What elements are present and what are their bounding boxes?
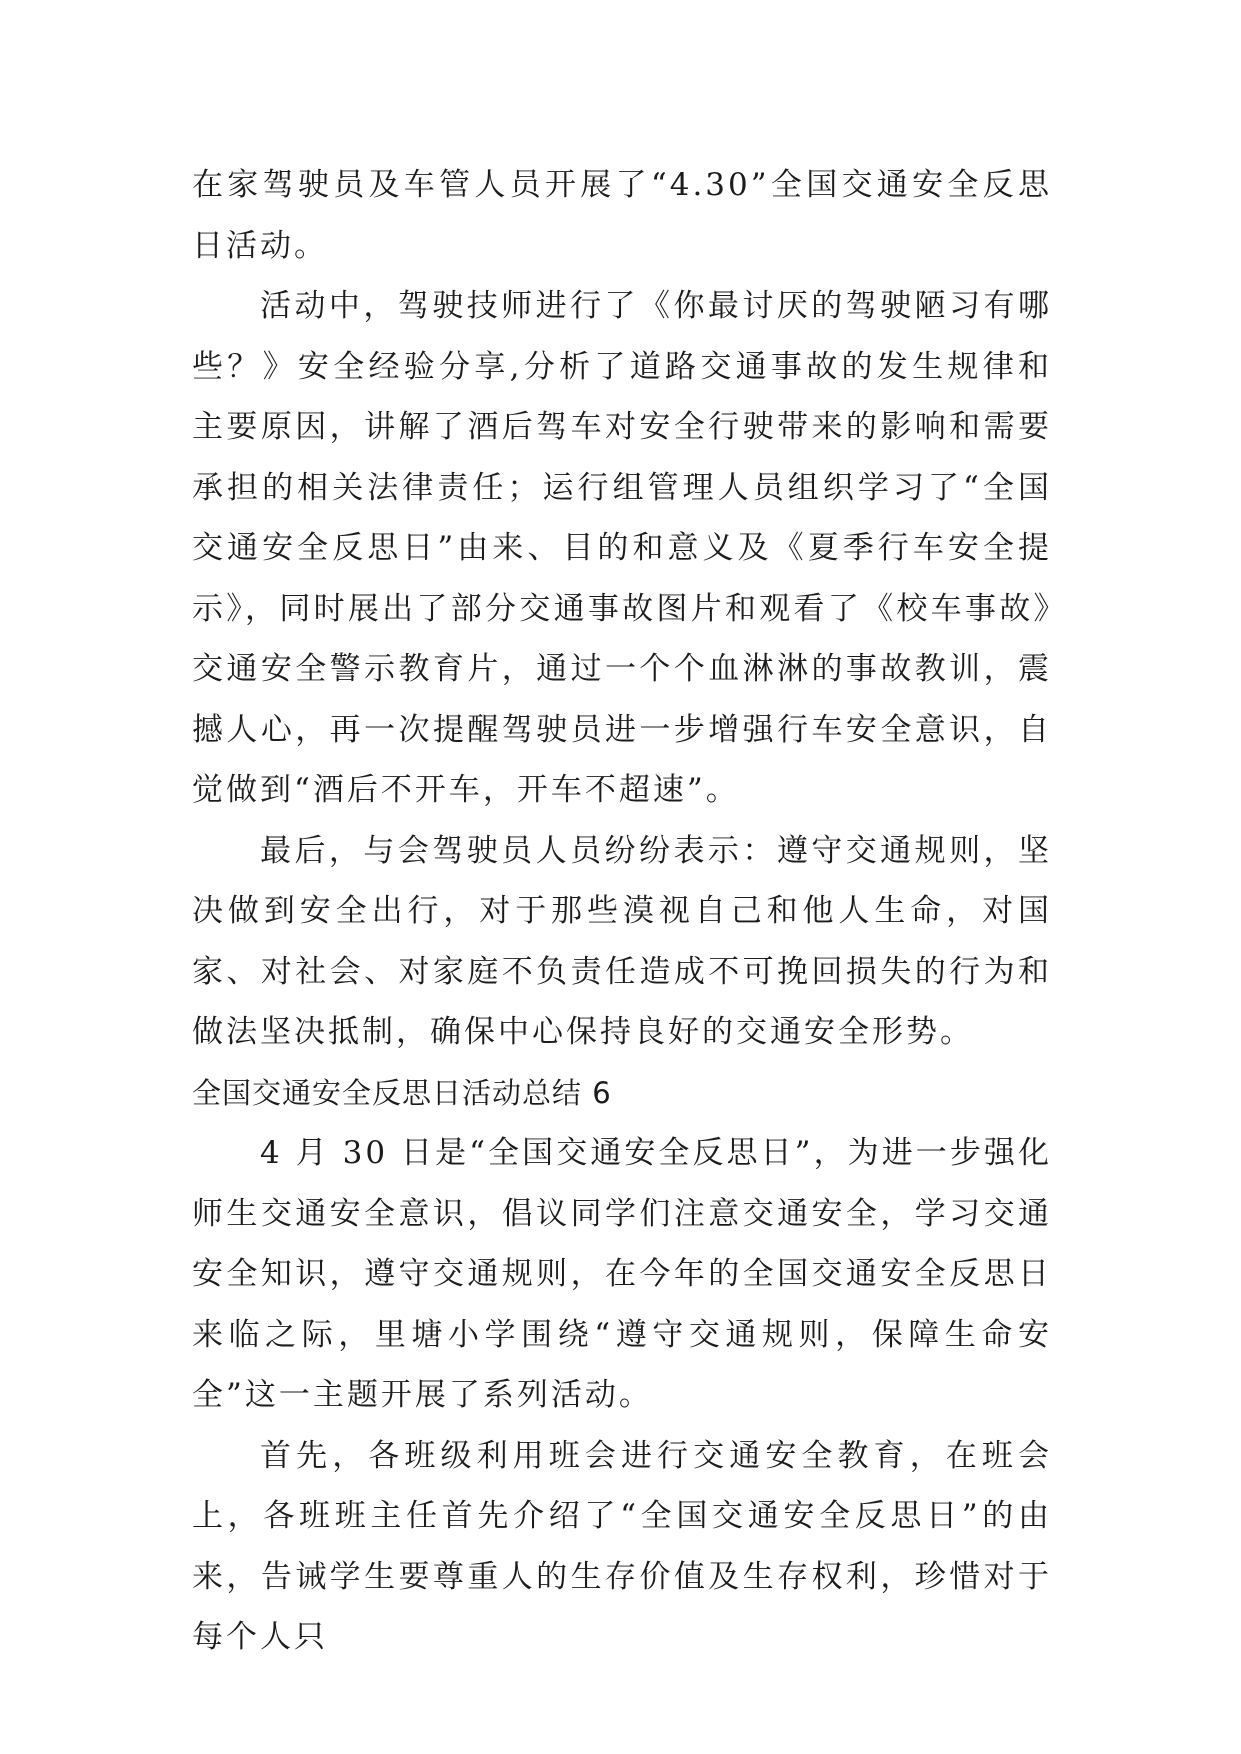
document-body [192,155,1052,1668]
paragraph-activity-details: 活动中，驾驶技师进行了《你最讨厌的驾驶陋习有哪些？》安全经验分享,分析了道路交通事故的发生规律和主要原因，讲解了酒后驾车对安全行驶带来的影响和需要承担的相关法律责任；运行组管理人员组织学习了“全国交通安全反思日”由来、目的和意义及《夏季行车安全提示》，同时展出了部分交通事故图片和观看了《校车事故》交通安全警示教育片，通过一个个血淋淋的事故教训，震撼人心，再一次提醒驾驶员进一步增强行车安全意识，自觉做到“酒后不开车，开车不超速”。 [192,288,1052,808]
paragraph-section-intro: 4 月 30 日是“全国交通安全反思日”，为进一步强化师生交通安全意识，倡议同学们注意交通安全，学习交通安全知识，遵守交通规则，在今年的全国交通安全反思日来临之际，里塘小学围绕“遵守交通规则，保障生命安全”这一主题开展了系列活动。 [192,1135,1052,1413]
paragraph-class-meeting: 首先，各班级利用班会进行交通安全教育，在班会上，各班班主任首先介绍了“全国交通安全反思日”的由来，告诫学生要尊重人的生存价值及生存权利，珍惜对于每个人只 [192,1437,1052,1655]
section-heading: 全国交通安全反思日活动总结 6 [192,1075,612,1110]
paragraph-continuation: 在家驾驶员及车管人员开展了“4.30”全国交通安全反思日活动。 [192,167,1052,264]
paragraph-conclusion: 最后，与会驾驶员人员纷纷表示：遵守交通规则，坚决做到安全出行，对于那些漠视自己和他人生命，对国家、对社会、对家庭不负责任造成不可挽回损失的行为和做法坚决抵制，确保中心保持良好的交通安全形势。 [192,832,1052,1050]
